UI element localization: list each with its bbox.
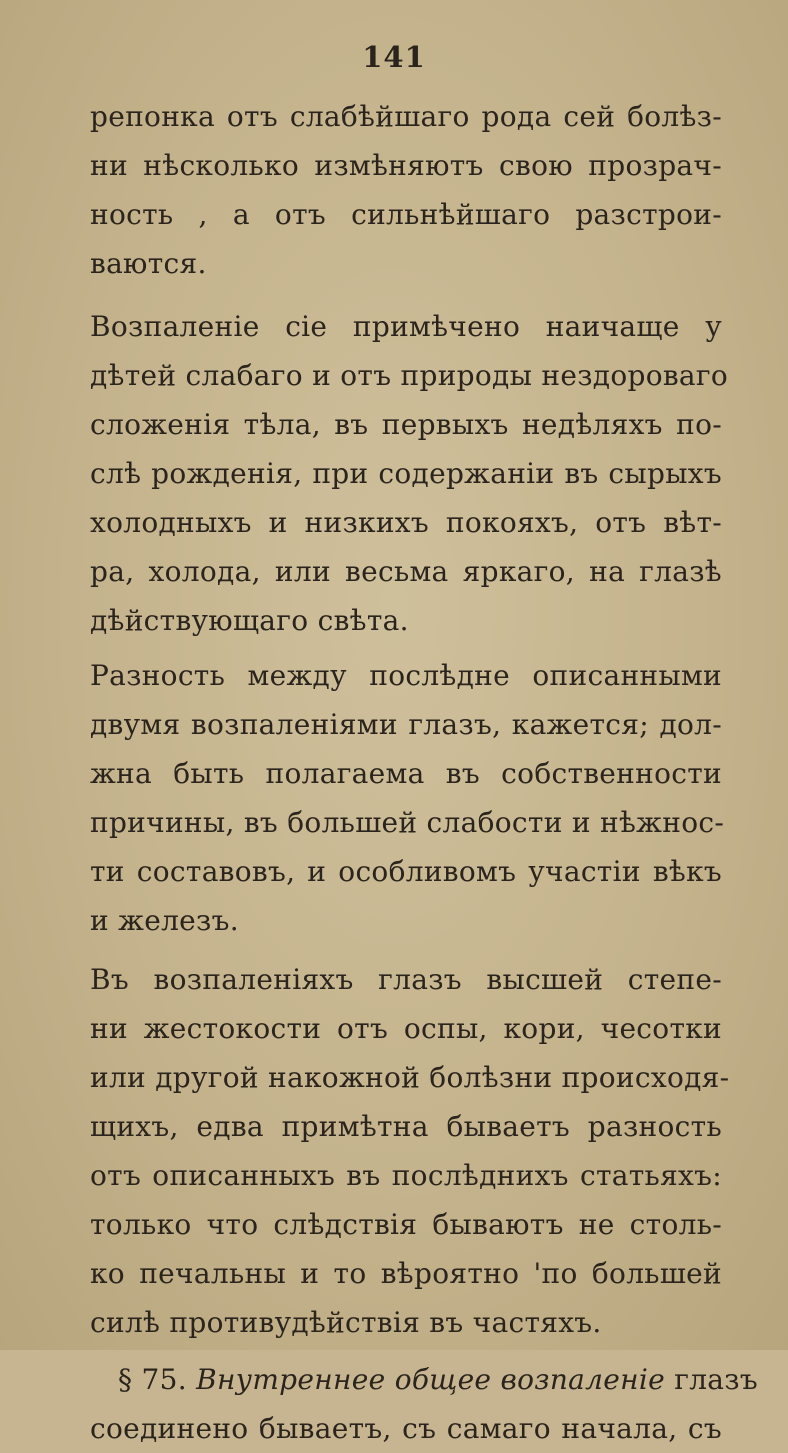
text-line: силѣ противудѣйствія въ частяхъ. <box>90 1306 602 1339</box>
text-line: ко печальны и то вѣроятно 'по большей <box>90 1257 722 1290</box>
text-line: жна быть полагаема въ собственности <box>90 757 722 790</box>
text-line: слѣ рожденія, при содержаніи въ сырыхъ <box>90 457 722 490</box>
section-heading-line <box>90 1355 758 1404</box>
text-line: причины, въ большей слабости и нѣжнос- <box>90 806 725 839</box>
text-line: дѣтей слабаго и отъ природы нездороваго <box>90 359 729 392</box>
text-line: ность , а отъ сильнѣйшаго разстрои- <box>90 198 722 231</box>
text-line: ра, холода, или весьма яркаго, на глазѣ <box>90 555 722 588</box>
text-line: Въ возпаленіяхъ глазъ высшей степе- <box>90 963 722 996</box>
section-italic-heading: Внутреннее общее возпаленіе <box>196 1363 666 1396</box>
text-line: ни нѣсколько измѣняютъ свою прозрач- <box>90 149 722 182</box>
text-line: холодныхъ и низкихъ покояхъ, отъ вѣт- <box>90 506 722 539</box>
text-line: Разность между послѣдне описанными <box>90 659 722 692</box>
text-line: только что слѣдствія бываютъ не столь- <box>90 1208 722 1241</box>
text-line: сложенія тѣла, въ первыхъ недѣляхъ по- <box>90 408 722 441</box>
text-line: ти составовъ, и особливомъ участіи вѣкъ <box>90 855 722 888</box>
text-line: и железъ. <box>90 904 239 937</box>
text-line: щихъ, едва примѣтна бываетъ разность <box>90 1110 722 1143</box>
text-line: соединено бываетъ, съ самаго начала, съ <box>90 1412 722 1445</box>
text-line: ни жестокости отъ оспы, кори, чесотки <box>90 1012 722 1045</box>
section-sign: § <box>118 1363 133 1396</box>
text-line: или другой накожной болѣзни происходя- <box>90 1061 730 1094</box>
page-number: 141 <box>362 40 426 74</box>
text-line: репонка отъ слабѣйшаго рода сей болѣз- <box>90 100 722 133</box>
text-line: ваются. <box>90 247 207 280</box>
section-heading-tail: глазъ <box>674 1363 758 1396</box>
section-number: 75. <box>141 1363 187 1396</box>
text-line: дѣйствующаго свѣта. <box>90 604 409 637</box>
text-line: отъ описанныхъ въ послѣднихъ статьяхъ: <box>90 1159 722 1192</box>
text-line: Возпаленіе сіе примѣчено наичаще у <box>90 310 722 343</box>
text-line: двумя возпаленіями глазъ, кажется; дол- <box>90 708 722 741</box>
body-text <box>90 92 758 1453</box>
